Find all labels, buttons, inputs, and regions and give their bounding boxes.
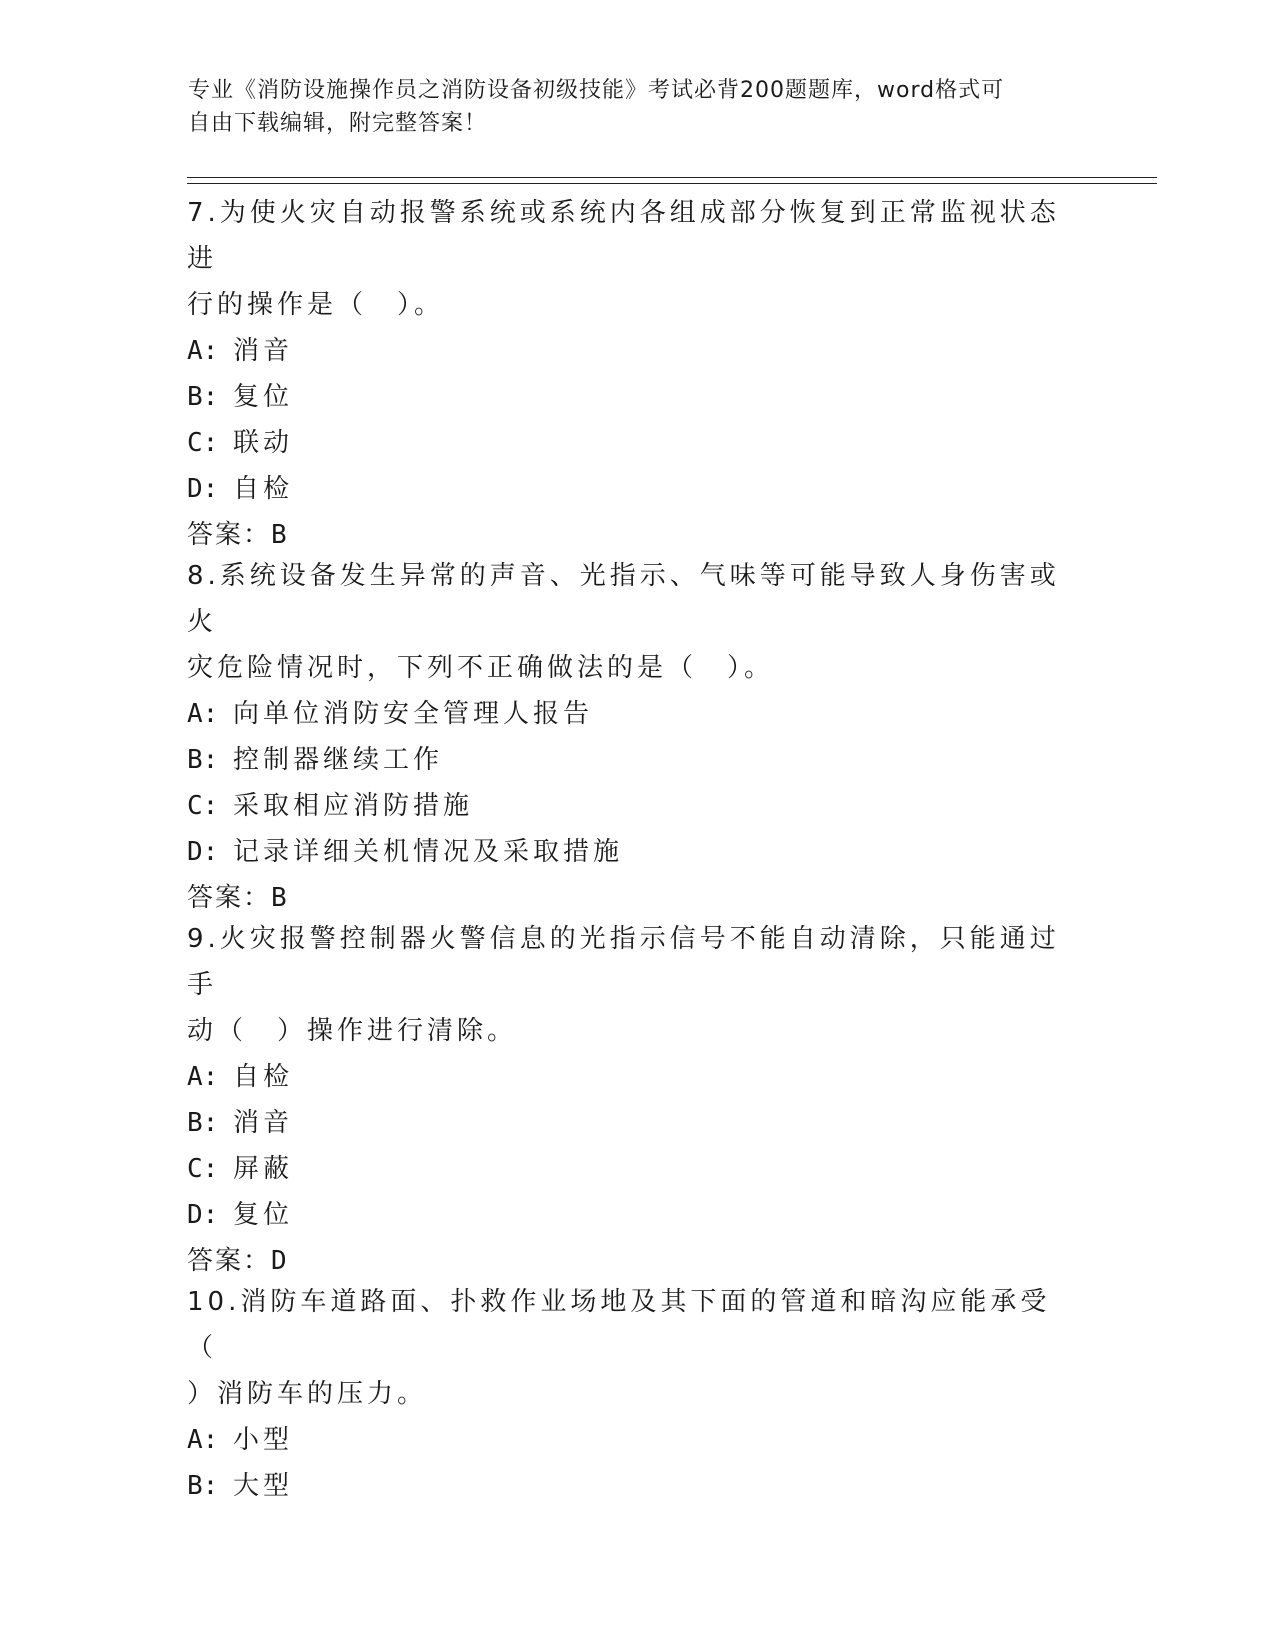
answer-label: 答案： (187, 883, 272, 913)
answer-label: 答案： (187, 1246, 272, 1276)
question-stem-line-2: 灾危险情况时，下列不正确做法的是（ ）。 (187, 653, 775, 683)
question-stem-line-1: 8.系统设备发生异常的声音、光指示、气味等可能导致人身伤害或火 (187, 561, 1060, 637)
question-stem-line-2: 动（ ）操作进行清除。 (187, 1016, 518, 1046)
option-c (187, 420, 1067, 466)
option-letter: B: (187, 1471, 219, 1501)
header-divider-bottom (187, 183, 1157, 184)
option-letter: C: (187, 791, 219, 821)
option-text: 采取相应消防措施 (233, 791, 474, 821)
option-text: 大型 (233, 1471, 294, 1501)
option-d (187, 829, 1067, 875)
option-text: 控制器继续工作 (233, 745, 444, 775)
option-text: 复位 (233, 382, 294, 412)
option-c (187, 783, 1067, 829)
header-divider-top (187, 177, 1157, 178)
option-letter: B: (187, 745, 219, 775)
option-letter: C: (187, 1154, 219, 1184)
question-10 (187, 1279, 1067, 1509)
option-letter: B: (187, 382, 219, 412)
question-stem (187, 190, 1067, 328)
answer-label: 答案： (187, 520, 272, 550)
answer-value: B (271, 883, 289, 913)
option-text: 联动 (233, 428, 294, 458)
option-letter: A: (187, 1062, 219, 1092)
question-9 (187, 916, 1067, 1284)
option-letter: B: (187, 1108, 219, 1138)
header-line-2: 自由下载编辑，附完整答案！ (188, 111, 488, 136)
option-d (187, 466, 1067, 512)
option-c (187, 1146, 1067, 1192)
option-text: 消音 (233, 1108, 294, 1138)
option-d (187, 1192, 1067, 1238)
question-stem-line-2: ）消防车的压力。 (187, 1379, 428, 1409)
option-b (187, 374, 1067, 420)
question-stem-line-1: 9.火灾报警控制器火警信息的光指示信号不能自动清除，只能通过手 (187, 924, 1060, 1000)
question-stem (187, 1279, 1067, 1417)
option-letter: D: (187, 837, 219, 867)
option-b (187, 737, 1067, 783)
answer-line (187, 1238, 1067, 1284)
option-a (187, 1054, 1067, 1100)
document-header (188, 74, 1068, 140)
option-text: 小型 (233, 1425, 294, 1455)
answer-value: B (271, 520, 289, 550)
answer-value: D (271, 1246, 289, 1276)
option-letter: D: (187, 1200, 219, 1230)
option-b (187, 1463, 1067, 1509)
answer-line (187, 875, 1067, 921)
option-letter: A: (187, 336, 219, 366)
question-stem-line-2: 行的操作是（ ）。 (187, 290, 445, 320)
option-a (187, 1417, 1067, 1463)
option-text: 复位 (233, 1200, 294, 1230)
question-stem (187, 553, 1067, 691)
question-stem (187, 916, 1067, 1054)
option-letter: A: (187, 699, 219, 729)
option-text: 消音 (233, 336, 294, 366)
option-letter: C: (187, 428, 219, 458)
option-letter: A: (187, 1425, 219, 1455)
question-stem-line-1: 10.消防车道路面、扑救作业场地及其下面的管道和暗沟应能承受（ (187, 1287, 1051, 1363)
question-7 (187, 190, 1067, 558)
option-text: 自检 (233, 474, 294, 504)
option-a (187, 691, 1067, 737)
question-8 (187, 553, 1067, 921)
option-text: 屏蔽 (233, 1154, 294, 1184)
option-a (187, 328, 1067, 374)
answer-line (187, 512, 1067, 558)
option-text: 记录详细关机情况及采取措施 (233, 837, 624, 867)
question-stem-line-1: 7.为使火灾自动报警系统或系统内各组成部分恢复到正常监视状态进 (187, 198, 1060, 274)
option-text: 自检 (233, 1062, 294, 1092)
option-text: 向单位消防安全管理人报告 (233, 699, 594, 729)
option-b (187, 1100, 1067, 1146)
option-letter: D: (187, 474, 219, 504)
header-line-1: 专业《消防设施操作员之消防设备初级技能》考试必背200题题库，word格式可 (188, 78, 1005, 103)
